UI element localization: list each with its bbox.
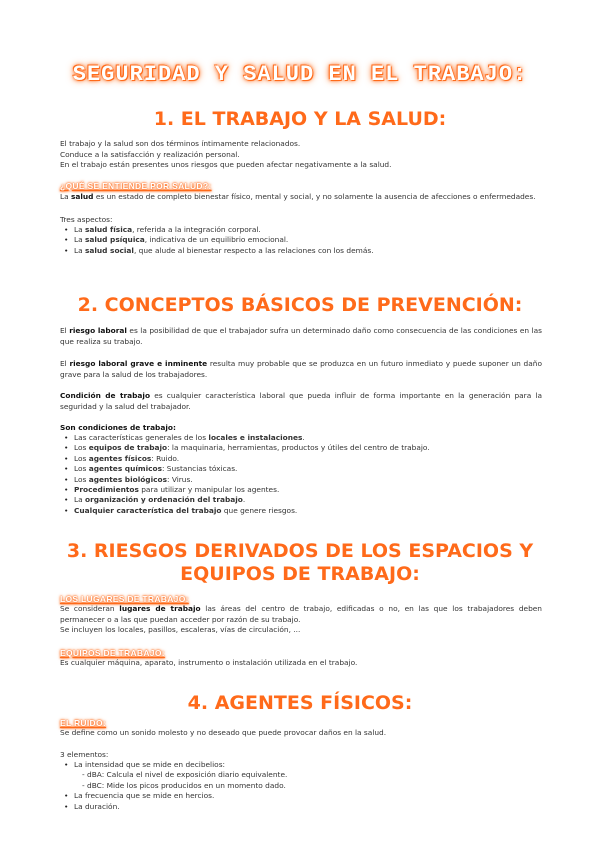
- ruido-elements-list: [60, 760, 540, 812]
- subheading-el-ruido: EL RUIDO:: [60, 718, 106, 728]
- list-item: • La salud social, que alude al bienestar respecto a las relaciones con los demás.: [60, 246, 540, 256]
- aspects-list: [60, 225, 540, 256]
- list-item: • Los agentes químicos: Sustancias tóxicas.: [60, 464, 540, 474]
- list-item: • La frecuencia que se mide en hercios.: [60, 791, 540, 801]
- list-item: • La salud psíquica, indicativa de un equilibrio emocional.: [60, 235, 540, 245]
- lugares-includes-paragraph: Se incluyen los locales, pasillos, escaleras, vías de circulación, ...: [60, 625, 301, 634]
- section-4-heading: 4. AGENTES FÍSICOS:: [187, 692, 413, 714]
- subheading-equipos-de-trabajo: EQUIPOS DE TRABAJO:: [60, 648, 165, 658]
- list-item: • La organización y ordenación del trabajo.: [60, 495, 540, 505]
- riesgo-grave-paragraph: El riesgo laboral grave e inminente resulta muy probable que se produzca en un futuro inmediato y puede suponer un daño grave para la salud de los trabajadores.: [60, 359, 542, 379]
- section-2-heading: 2. CONCEPTOS BÁSICOS DE PREVENCIÓN:: [77, 294, 523, 316]
- list-item: • Las características generales de los locales e instalaciones.: [60, 433, 540, 443]
- list-item: • Procedimientos para utilizar y manipular los agentes.: [60, 485, 540, 495]
- section-3-heading: [0, 540, 600, 586]
- list-item: • La duración.: [60, 802, 540, 812]
- section-1-heading: 1. EL TRABAJO Y LA SALUD:: [153, 108, 447, 130]
- salud-definition: La salud es un estado de completo bienestar físico, mental y social, y no solamente la ausencia de afecciones o enfermedades.: [60, 192, 536, 201]
- condicion-trabajo-paragraph: Condición de trabajo es cualquier característica laboral que pueda influir de forma importante en la generación para la seguridad y la salud del trabajador.: [60, 391, 543, 411]
- conditions-list: [60, 433, 540, 516]
- subheading-lugares-de-trabajo: LOS LUGARES DE TRABAJO:: [60, 594, 189, 604]
- list-item: • La intensidad que se mide en decibelios:: [60, 760, 540, 770]
- intro-line-1: El trabajo y la salud son dos términos íntimamente relacionados.: [60, 139, 301, 148]
- list-item: • Los agentes biológicos: Virus.: [60, 475, 540, 485]
- section-3-heading-line-1: 3. RIESGOS DERIVADOS DE LOS ESPACIOS Y: [66, 540, 534, 562]
- sub-list-item: - dBC: Mide los picos producidos en un momento dado.: [82, 780, 286, 790]
- riesgo-laboral-paragraph: El riesgo laboral es la posibilidad de que el trabajador sufra un determinado daño como consecuencia de las condiciones en las que realiza su trabajo.: [60, 326, 542, 346]
- subheading-que-es-salud: ¿QUÉ SE ENTIENDE POR SALUD?:: [60, 181, 212, 191]
- intro-line-2: Conduce a la satisfacción y realización personal.: [60, 149, 240, 159]
- lugares-trabajo-paragraph: Se consideran lugares de trabajo las áreas del centro de trabajo, edificadas o no, en las que los trabajadores deben permanecer o a las que puedan acceder por razón de su trabajo.: [60, 604, 542, 624]
- list-item: • Los agentes físicos: Ruido.: [60, 454, 540, 464]
- list-item: • La salud física, referida a la integración corporal.: [60, 225, 540, 235]
- elements-label: 3 elementos:: [60, 750, 109, 759]
- document-title: SEGURIDAD Y SALUD EN EL TRABAJO:: [72, 62, 528, 87]
- intro-line-3: En el trabajo están presentes unos riesgos que pueden afectar negativamente a la salud.: [60, 160, 392, 169]
- conditions-label: Son condiciones de trabajo:: [60, 423, 176, 432]
- list-item: • Cualquier característica del trabajo que genere riesgos.: [60, 506, 540, 516]
- list-item: • Los equipos de trabajo: la maquinaria, herramientas, productos y útiles del centro de trabajo.: [60, 443, 540, 453]
- equipos-trabajo-paragraph: Es cualquier máquina, aparato, instrumento o instalación utilizada en el trabajo.: [60, 658, 358, 667]
- section-1-intro: [60, 139, 542, 171]
- ruido-definition: Se define como un sonido molesto y no deseado que puede provocar daños en la salud.: [60, 728, 387, 737]
- sub-list-item: - dBA: Calcula el nivel de exposición diario equivalente.: [82, 770, 288, 780]
- aspects-label: Tres aspectos:: [60, 215, 113, 224]
- section-3-heading-line-2: EQUIPOS DE TRABAJO:: [180, 563, 420, 585]
